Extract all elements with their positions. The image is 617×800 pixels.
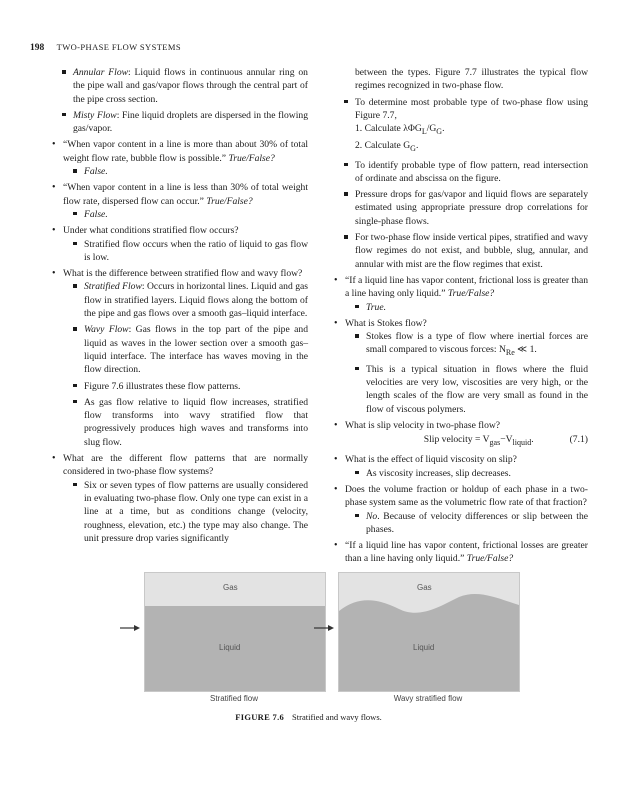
question: • What is Stokes flow? Stokes flow is a type of flow where inertial forces are small compared to viscous forces: $N_{Re}$ ≪ 1. This is a typical situation in flows where the fluid velocities are very low, viscosities are very high, or the length scales of the flow are very small as found in the flow of viscous polymers. [334,317,588,416]
question: • Under what conditions stratified flow occurs? Stratified flow occurs when the ratio of liquid to gas flow is low. [52,224,308,264]
right-sublist-top [334,96,588,271]
liquid-label: Liquid [413,643,435,652]
figure-7-6 [100,572,540,712]
wavy-flow-panel [338,572,520,692]
list-item: To determine most probable type of two-phase flow using Figure 7.7, 1. Calculate $\lambda\Phi G_L/G_G$. 2. Calculate $G_G$. [343,96,588,156]
answer: As viscosity increases, slip decreases. [354,467,588,480]
gas-label: Gas [223,583,238,592]
gas-label: Gas [417,583,432,592]
question: • “When vapor content in a line is more than about 30% of total weight flow rate, bubble flow is possible.” True/False? False. [52,138,308,178]
answer: Stratified Flow: Occurs in horizontal lines. Liquid and gas flow in stratified layers. Liquid flows along the bottom of the pipe and gas flows over a smooth gas–liquid interface. [72,280,308,320]
term: Misty Flow [73,109,117,121]
left-question-list [52,138,308,545]
answer: Six or seven types of flow patterns are usually considered in evaluating two-phase flow. Only one type can exist in a line at a time, but as conditions change (velocity, roughness, elevation, etc.) the type may also change. The unit pressure drop varies significantly [72,479,308,545]
question: • What is slip velocity in two-phase flow? Slip velocity = $V_{gas}-V_{liquid}$. (7.1) [334,419,588,450]
caption-label: FIGURE 7.6 [235,712,285,722]
question: • “When vapor content in a line is less than 30% of total weight flow rate, dispersed flow can occur.” True/False? False. [52,181,308,221]
page-number: 198 [30,43,45,53]
answer: As gas flow relative to liquid flow increases, stratified flow transforms into wavy stratified flow that progressively produces high waves and transforms into slug flow. [72,396,308,449]
step: 2. Calculate $G_G$. [355,140,419,154]
flow-arrow-icon [120,624,140,632]
running-title: TWO-PHASE FLOW SYSTEMS [56,42,181,52]
continued-text: between the types. Figure 7.7 illustrates the typical flow regimes recognized in two-phase flow. [355,67,588,92]
list-item: For two-phase flow inside vertical pipes, stratified and wavy flow regimes do not exist, and bubble, slug, annular, and annular with mist are the flow regimes that exist. [343,231,588,271]
answer: False. [72,208,308,221]
answer: This is a typical situation in flows where the fluid velocities are very low, viscosities are very high, or the length scales of the flow are very small as found in the flow of viscous polymers. [354,363,588,416]
answer: Wavy Flow: Gas flows in the top part of the pipe and liquid as waves in the lower section over a smooth gas–liquid interface. The interface has waves moving in the flow direction. [72,323,308,376]
question: • What is the difference between stratified flow and wavy flow? Stratified Flow: Occurs in horizontal lines. Liquid and gas flow in stratified layers. Liquid flows along the bottom of the pipe and gas flows over a smooth gas–liquid interface. Wavy Flow: Gas flows in the top part of the pipe and liquid as waves in the lower section over a smooth gas–liquid interface. The interface has waves moving in the flow direction. Figure 7.6 illustrates these flow patterns. As gas flow relative to liquid flow increases, stratified flow transforms into wavy stratified flow that progressively produces high waves and transforms into slug flow. [52,267,308,449]
figure-caption [0,712,617,722]
left-column [52,66,308,548]
caption-text: Stratified and wavy flows. [292,712,382,722]
question: • What are the different flow patterns that are normally considered in two-phase flow systems? Six or seven types of flow patterns are usually considered in evaluating two-phase flow. Only one type can exist in a line at a time, but as conditions change (velocity, roughness, elevation, etc.) the type may also change. The unit pressure drop varies significantly [52,452,308,545]
list-item: Pressure drops for gas/vapor and liquid flows are separately estimated using appropriate pressure drop correlations for single-phase flows. [343,188,588,228]
term: Annular Flow [73,67,129,78]
right-question-list [334,274,588,566]
list-item: Misty Flow: Fine liquid droplets are dispersed in the flowing gas/vapor. [61,109,308,136]
answer: No. Because of velocity differences or slip between the phases. [354,510,588,537]
list-item: Annular Flow: Liquid flows in continuous annular ring on the pipe wall and gas/vapor flows through the central part of the pipe cross section. [61,66,308,106]
panel-sublabel: Wavy stratified flow [393,694,463,703]
answer: Stokes flow is a type of flow where inertial forces are small compared to viscous forces: $N_{Re}$ ≪ 1. [354,330,588,360]
flow-arrow-icon [314,624,334,632]
answer: Stratified flow occurs when the ratio of liquid to gas flow is low. [72,238,308,265]
equation-number: (7.1) [569,434,588,446]
question: • What is the effect of liquid viscosity on slip? As viscosity increases, slip decreases. [334,453,588,480]
steps [355,122,588,155]
question: • Does the volume fraction or holdup of each phase in a two-phase system same as the volumetric flow rate of that fraction? No. Because of velocity differences or slip between the phases. [334,483,588,536]
answer: Figure 7.6 illustrates these flow patterns. [72,380,308,393]
step: 1. Calculate $\lambda\Phi G_L/G_G$. [355,123,445,137]
right-column [334,66,588,569]
question: • “If a liquid line has vapor content, frictional losses are greater than a line having only liquid.” True/False? [334,539,588,566]
liquid-label: Liquid [219,643,241,652]
answer: True. [354,301,588,314]
panel-sublabel: Stratified flow [209,694,259,703]
stratified-flow-panel [144,572,326,692]
answer: False. [72,165,308,178]
question: • “If a liquid line has vapor content, frictional loss is greater than a line having only liquid.” True/False? True. [334,274,588,314]
page-header [30,42,181,53]
left-sublist-top [52,66,308,135]
list-item: To identify probable type of flow pattern, read intersection of ordinate and abscissa on the figure. [343,159,588,186]
equation: Slip velocity = $V_{gas}-V_{liquid}$. (7.1) [345,433,588,449]
